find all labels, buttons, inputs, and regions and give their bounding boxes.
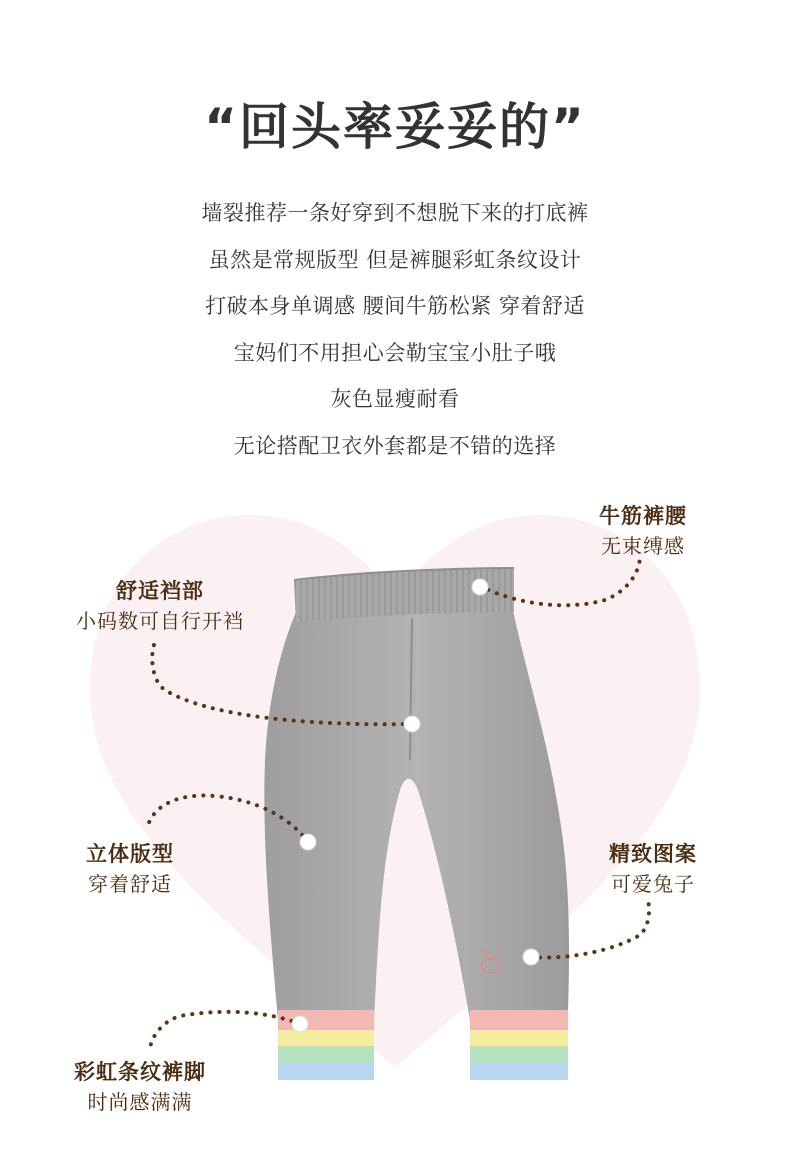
feature-subtitle: 穿着舒适	[88, 872, 172, 896]
feature-pattern	[588, 839, 718, 899]
feature-title: 彩虹条纹裤脚	[74, 1060, 206, 1084]
feature-subtitle: 可爱兔子	[611, 872, 695, 896]
feature-title: 精致图案	[609, 842, 697, 866]
description-line: 灰色显瘦耐看	[330, 387, 460, 411]
feature-title: 舒适裆部	[116, 579, 204, 603]
feature-waist	[578, 501, 708, 561]
feature-subtitle: 无束缚感	[601, 534, 685, 558]
description-line: 打破本身单调感 腰间牛筋松紧 穿着舒适	[205, 294, 585, 318]
description-line: 无论搭配卫衣外套都是不错的选择	[233, 433, 557, 458]
feature-title: 牛筋裤腰	[599, 504, 687, 528]
description-line: 虽然是常规版型 但是裤腿彩虹条纹设计	[208, 247, 582, 272]
headline: “回头率妥妥的”	[204, 98, 586, 156]
description-line: 宝妈们不用担心会勒宝宝小肚子哦	[233, 340, 557, 365]
feature-fit	[65, 839, 195, 899]
feature-title: 立体版型	[86, 842, 174, 866]
feature-crotch	[40, 576, 280, 636]
feature-subtitle: 小码数可自行开裆	[76, 609, 244, 633]
feature-cuff	[50, 1057, 230, 1117]
feature-subtitle: 时尚感满满	[87, 1090, 193, 1114]
description-line: 墙裂推荐一条好穿到不想脱下来的打底裤	[201, 201, 589, 225]
